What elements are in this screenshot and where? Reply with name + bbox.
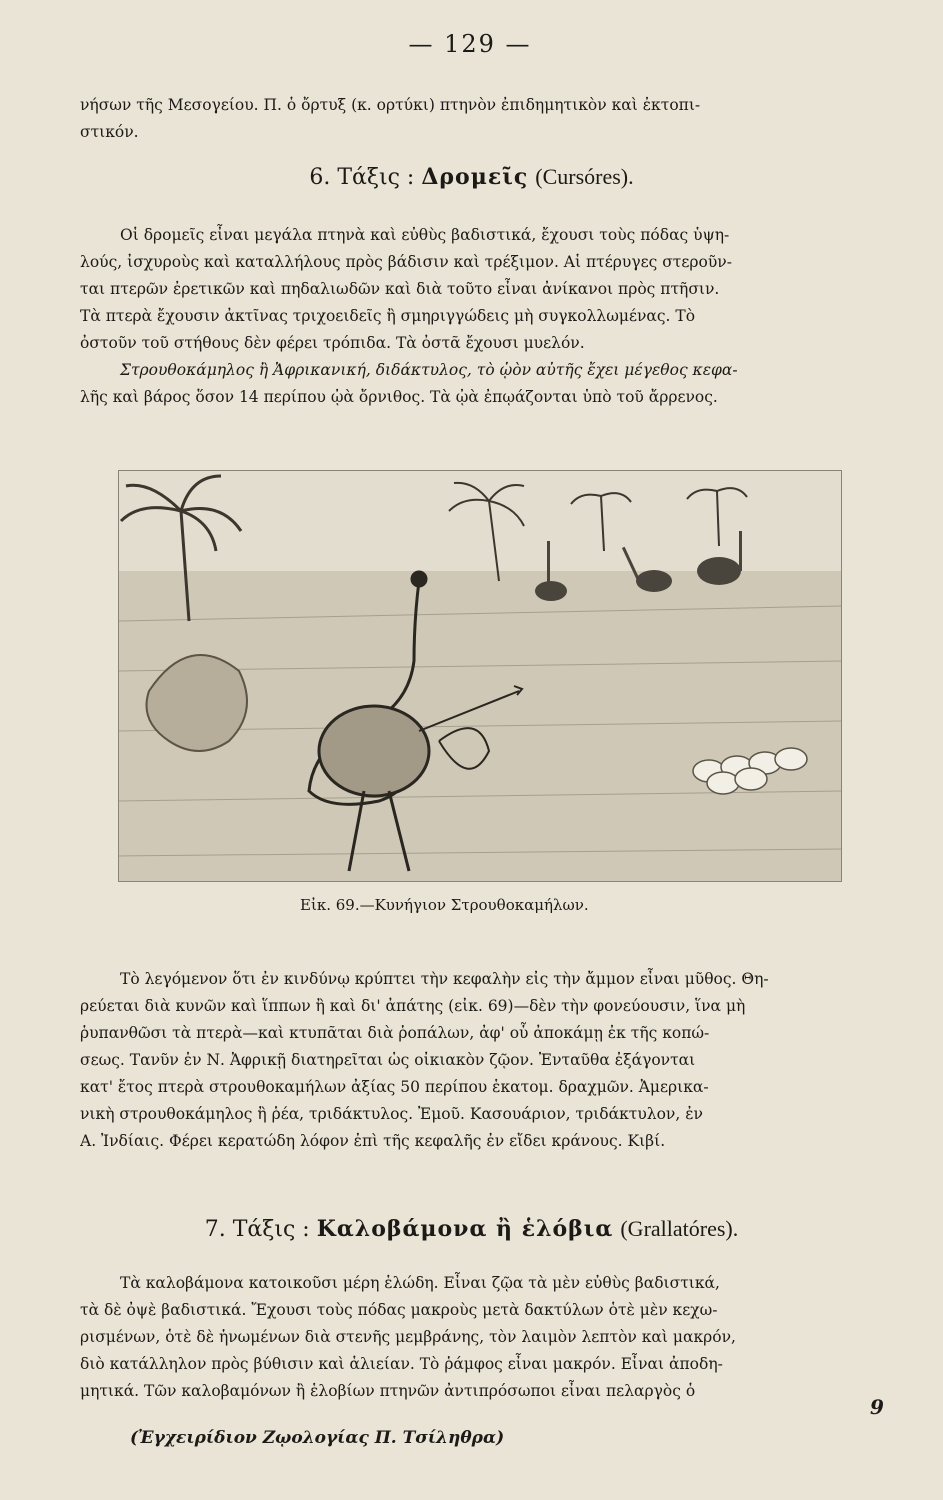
section-6-prefix: 6. Τάξις : [309, 165, 415, 190]
text-line: λούς, ἰσχυροὺς καὶ καταλλήλους πρὸς βάδισιν καὶ τρέξιμον. Αἱ πτέρυγες στεροῦν- [80, 253, 732, 271]
text-line: ῥυπανθῶσι τὰ πτερὰ—καὶ κτυπᾶται διὰ ῥοπάλων, ἀφ' οὗ ἀποκάμῃ ἐκ τῆς κοπώ- [80, 1024, 710, 1042]
text-line: Τὰ καλοβάμονα κατοικοῦσι μέρη ἑλώδη. Εἶναι ζῷα τὰ μὲν εὐθὺς βαδιστικά, [120, 1274, 720, 1292]
text-line: νικὴ στρουθοκάμηλος ἢ ῥέα, τριδάκτυλος. Ἐμοῦ. Κασουάριον, τριδάκτυλον, ἐν [80, 1105, 703, 1123]
text-line: διὸ κατάλληλον πρὸς βύθισιν καὶ ἁλιείαν. Τὸ ῥάμφος εἶναι μακρόν. Εἶναι ἀποδη- [80, 1355, 723, 1373]
section-6-latin: (Cursóres). [535, 164, 634, 189]
section-7-title: Καλοβάμονα ἢ ἑλόβια [316, 1216, 614, 1242]
ostrich-paragraph [80, 966, 900, 1155]
section-6-paragraph [80, 222, 900, 411]
text-line: κατ' ἔτος πτερὰ στρουθοκαμήλων ἀξίας 50 περίπου ἑκατομ. δραχμῶν. Ἀμερικα- [80, 1078, 709, 1096]
section-7-latin: (Grallatóres). [620, 1216, 739, 1241]
signature-mark: 9 [870, 1395, 884, 1419]
text-line: στικόν. [80, 123, 139, 141]
section-7-heading [0, 1216, 943, 1242]
text-line: Οἱ δρομεῖς εἶναι μεγάλα πτηνὰ καὶ εὐθὺς βαδιστικά, ἔχουσι τοὺς πόδας ὑψη- [120, 226, 730, 244]
text-line: σεως. Τανῦν ἐν Ν. Ἀφρικῇ διατηρεῖται ὡς οἰκιακὸν ζῷον. Ἐνταῦθα ἐξάγονται [80, 1051, 696, 1069]
section-6-title: Δρομεῖς [421, 164, 529, 190]
section-7-paragraph [80, 1270, 900, 1405]
text-line: ὀστοῦν τοῦ στήθους δὲν φέρει τρόπιδα. Τὰ ὀστᾶ ἔχουσι μυελόν. [80, 334, 585, 352]
illustration-drawing [119, 471, 841, 881]
section-7-prefix: 7. Τάξις : [204, 1217, 310, 1242]
text-line: Α. Ἰνδίαις. Φέρει κερατώδη λόφον ἐπὶ τῆς κεφαλῆς ἐν εἴδει κράνους. Κιβί. [80, 1132, 666, 1150]
ostrich-hunt-illustration [118, 470, 842, 882]
section-6-heading [0, 164, 943, 190]
text-line: ται πτερῶν ἐρετικῶν καὶ πηδαλιωδῶν καὶ διὰ τοῦτο εἶναι ἀνίκανοι πρὸς πτῆσιν. [80, 280, 720, 298]
intro-paragraph [80, 92, 900, 146]
text-line: νήσων τῆς Μεσογείου. Π. ὁ ὄρτυξ (κ. ορτύκι) πτηνὸν ἐπιδημητικὸν καὶ ἐκτοπι- [80, 96, 701, 114]
book-footer: (Ἐγχειρίδιον Ζῳολογίας Π. Τσίληθρα) [130, 1428, 505, 1448]
text-line: λῆς καὶ βάρος ὅσον 14 περίπου ᾠὰ ὄρνιθος. Τὰ ᾠὰ ἐπῳάζονται ὑπὸ τοῦ ἄρρενος. [80, 388, 718, 406]
text-line: ρεύεται διὰ κυνῶν καὶ ἵππων ἢ καὶ δι' ἀπάτης (εἰκ. 69)—δὲν τὴν φονεύουσιν, ἵνα μὴ [80, 997, 746, 1015]
text-line: Τὸ λεγόμενον ὅτι ἐν κινδύνῳ κρύπτει τὴν κεφαλὴν εἰς τὴν ἄμμον εἶναι μῦθος. Θη- [120, 970, 769, 988]
text-line: μητικά. Τῶν καλοβαμόνων ἢ ἑλοβίων πτηνῶν ἀντιπρόσωποι εἶναι πελαργὸς ὁ [80, 1382, 696, 1400]
text-line: Τὰ πτερὰ ἔχουσιν ἀκτῖνας τριχοειδεῖς ἢ σμηριγγώδεις μὴ συγκολλωμένας. Τὸ [80, 307, 696, 325]
page-number: — 129 — [408, 30, 532, 58]
text-line: ρισμένων, ὁτὲ δὲ ἡνωμένων διὰ στενῆς μεμβράνης, τὸν λαιμὸν λεπτὸν καὶ μακρόν, [80, 1328, 736, 1346]
figure-caption: Εἰκ. 69.—Κυνήγιον Στρουθοκαμήλων. [300, 896, 589, 914]
text-line: Στρουθοκάμηλος ἢ Ἀφρικανική, διδάκτυλος, τὸ ᾠὸν αὐτῆς ἔχει μέγεθος κεφα- [120, 361, 738, 379]
text-line: τὰ δὲ ὀψὲ βαδιστικά. Ἔχουσι τοὺς πόδας μακροὺς μετὰ δακτύλων ὁτὲ μὲν κεχω- [80, 1301, 718, 1319]
